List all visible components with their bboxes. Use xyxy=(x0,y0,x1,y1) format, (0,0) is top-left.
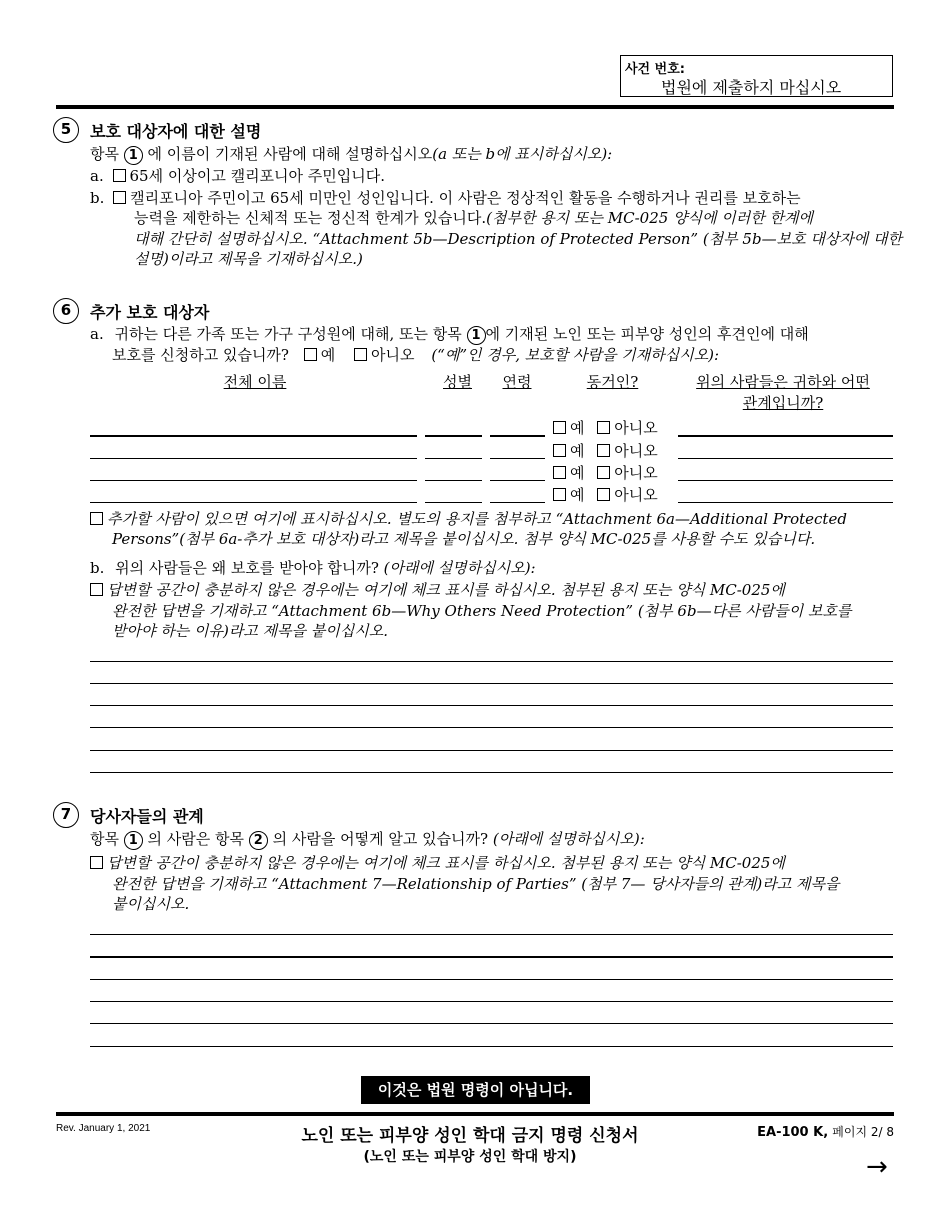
form-subtitle: (노인 또는 피부양 성인 학대 방지) xyxy=(363,1149,577,1165)
section-6-number: 6 xyxy=(53,298,79,324)
item-ref-1: 1 xyxy=(467,326,486,345)
answer-line[interactable] xyxy=(90,705,893,706)
name-field[interactable] xyxy=(90,458,417,459)
row-no-checkbox[interactable] xyxy=(597,421,610,434)
page-number: 페이지 2/ 8 xyxy=(832,1125,894,1139)
age-field[interactable] xyxy=(490,480,545,481)
checkbox-5b[interactable] xyxy=(113,191,126,204)
case-number-box xyxy=(620,55,893,97)
section-6a-line1: a. 귀하는 다른 가족 또는 가구 구성원에 대해, 또는 항목 1 에 기재된 노인 또는 피부양 성인의 후견인에 대해 xyxy=(90,325,809,343)
revision-date: Rev. January 1, 2021 xyxy=(56,1123,151,1134)
section-6b-space-line3: 받아야 하는 이유)라고 제목을 붙이십시오. xyxy=(112,622,389,640)
relationship-field[interactable] xyxy=(678,435,893,437)
section-5b-line3: 대해 간단히 설명하십시오. “Attachment 5b—Description of Protected Person” (첨부 5b—보호 대상자에 대한 xyxy=(134,230,903,248)
section-6a-line2: 보호를 신청하고 있습니까? 예 아니오 (“예”인 경우, 보호할 사람을 기재하십시오): xyxy=(112,346,720,364)
row-yes-checkbox[interactable] xyxy=(553,444,566,457)
row-no-checkbox[interactable] xyxy=(597,466,610,479)
section-7-space-line2: 완전한 답변을 기재하고 “Attachment 7—Relationship of Parties” (첨부 7— 당사자들의 관계)라고 제목을 xyxy=(112,875,840,893)
answer-line[interactable] xyxy=(90,772,893,773)
case-number-value: 법원에 제출하지 마십시오 xyxy=(661,78,842,97)
answer-line[interactable] xyxy=(90,979,893,980)
checkbox-7-more-space[interactable] xyxy=(90,856,103,869)
more-persons-line1: 추가할 사람이 있으면 여기에 표시하십시오. 별도의 용지를 첨부하고 “Attachment 6a—Additional Protected xyxy=(90,509,847,529)
name-field[interactable] xyxy=(90,480,417,481)
section-7-space-line3: 붙이십시오. xyxy=(112,895,190,913)
item-ref-2: 2 xyxy=(249,831,268,850)
checkbox-6a-yes[interactable] xyxy=(304,348,317,361)
more-persons-line2: Persons”(첨부 6a-추가 보호 대상자)라고 제목을 붙이십시오. 첨부 양식 MC-025를 사용할 수도 있습니다. xyxy=(112,530,816,548)
answer-line[interactable] xyxy=(90,1001,893,1002)
name-field[interactable] xyxy=(90,435,417,437)
answer-line[interactable] xyxy=(90,1023,893,1024)
header-rule xyxy=(56,105,894,109)
sex-field[interactable] xyxy=(425,480,482,481)
section-7-title: 당사자들의 관계 xyxy=(90,807,204,826)
section-5b: b. 캘리포니아 주민이고 65세 미만인 성인입니다. 이 사람은 정상적인 활동을 수행하거나 권리를 보호하는 xyxy=(90,189,801,207)
section-5a: a. 65세 이상이고 캘리포니아 주민입니다. xyxy=(90,167,386,185)
checkbox-6a-no[interactable] xyxy=(354,348,367,361)
form-number: EA-100 K, 페이지 2/ 8 xyxy=(757,1125,894,1140)
col-header-relationship: 위의 사람들은 귀하와 어떤 xyxy=(696,373,870,391)
section-6b-space-line1: 답변할 공간이 충분하지 않은 경우에는 여기에 체크 표시를 하십시오. 첨부된 용지 또는 양식 MC-025에 xyxy=(90,580,785,600)
row-no-checkbox[interactable] xyxy=(597,444,610,457)
section-6b: b. 위의 사람들은 왜 보호를 받아야 합니까? (아래에 설명하십시오): xyxy=(90,559,536,577)
row-no-checkbox[interactable] xyxy=(597,488,610,501)
section-5-intro: 항목 1 에 이름이 기재된 사람에 대해 설명하십시오(a 또는 b에 표시하십시오): xyxy=(90,145,613,163)
sex-field[interactable] xyxy=(425,435,482,437)
row-yes-checkbox[interactable] xyxy=(553,488,566,501)
footer-rule xyxy=(56,1112,894,1116)
relationship-field[interactable] xyxy=(678,458,893,459)
checkbox-6a-more[interactable] xyxy=(90,512,103,525)
col-header-age: 연령 xyxy=(502,373,532,391)
name-field[interactable] xyxy=(90,502,417,503)
form-title: 노인 또는 피부양 성인 학대 금지 명령 신청서 xyxy=(301,1126,639,1146)
next-page-arrow-icon[interactable]: → xyxy=(866,1152,888,1182)
answer-line[interactable] xyxy=(90,661,893,662)
section-7-number: 7 xyxy=(53,802,79,828)
item-ref-1: 1 xyxy=(124,831,143,850)
answer-line[interactable] xyxy=(90,683,893,684)
answer-line[interactable] xyxy=(90,750,893,751)
col-header-lives-with: 동거인? xyxy=(586,373,639,391)
answer-line[interactable] xyxy=(90,1046,893,1047)
age-field[interactable] xyxy=(490,502,545,503)
col-header-sex: 성별 xyxy=(443,373,472,391)
row-yes-checkbox[interactable] xyxy=(553,421,566,434)
section-6b-space-line2: 완전한 답변을 기재하고 “Attachment 6b—Why Others Need Protection” (첨부 6b—다른 사람들이 보호를 xyxy=(112,602,852,620)
answer-line[interactable] xyxy=(90,727,893,728)
checkbox-6b-more-space[interactable] xyxy=(90,583,103,596)
answer-line[interactable] xyxy=(90,956,893,958)
relationship-field[interactable] xyxy=(678,502,893,503)
sex-field[interactable] xyxy=(425,502,482,503)
section-6-title: 추가 보호 대상자 xyxy=(90,303,210,322)
section-5-number: 5 xyxy=(53,117,79,143)
checkbox-5a[interactable] xyxy=(113,169,126,182)
relationship-field[interactable] xyxy=(678,480,893,481)
case-number-label: 사건 번호: xyxy=(625,62,685,77)
section-5b-line4: 설명)이라고 제목을 기재하십시오.) xyxy=(134,250,363,268)
answer-line[interactable] xyxy=(90,934,893,935)
not-court-order-notice: 이것은 법원 명령이 아닙니다. xyxy=(361,1076,590,1104)
section-5b-line2: 능력을 제한하는 신체적 또는 정신적 한계가 있습니다.(첨부한 용지 또는 MC-025 양식에 이러한 한계에 xyxy=(134,209,814,227)
sex-field[interactable] xyxy=(425,458,482,459)
section-7-intro: 항목 1 의 사람은 항목 2 의 사람을 어떻게 알고 있습니까? (아래에 설명하십시오): xyxy=(90,830,645,848)
col-header-name: 전체 이름 xyxy=(223,373,287,391)
section-5-title: 보호 대상자에 대한 설명 xyxy=(90,122,262,141)
age-field[interactable] xyxy=(490,458,545,459)
section-7-space-line1: 답변할 공간이 충분하지 않은 경우에는 여기에 체크 표시를 하십시오. 첨부된 용지 또는 양식 MC-025에 xyxy=(90,853,785,873)
item-ref-1: 1 xyxy=(124,146,143,165)
row-yes-checkbox[interactable] xyxy=(553,466,566,479)
col-header-relationship-2: 관계입니까? xyxy=(742,394,824,412)
age-field[interactable] xyxy=(490,435,545,437)
